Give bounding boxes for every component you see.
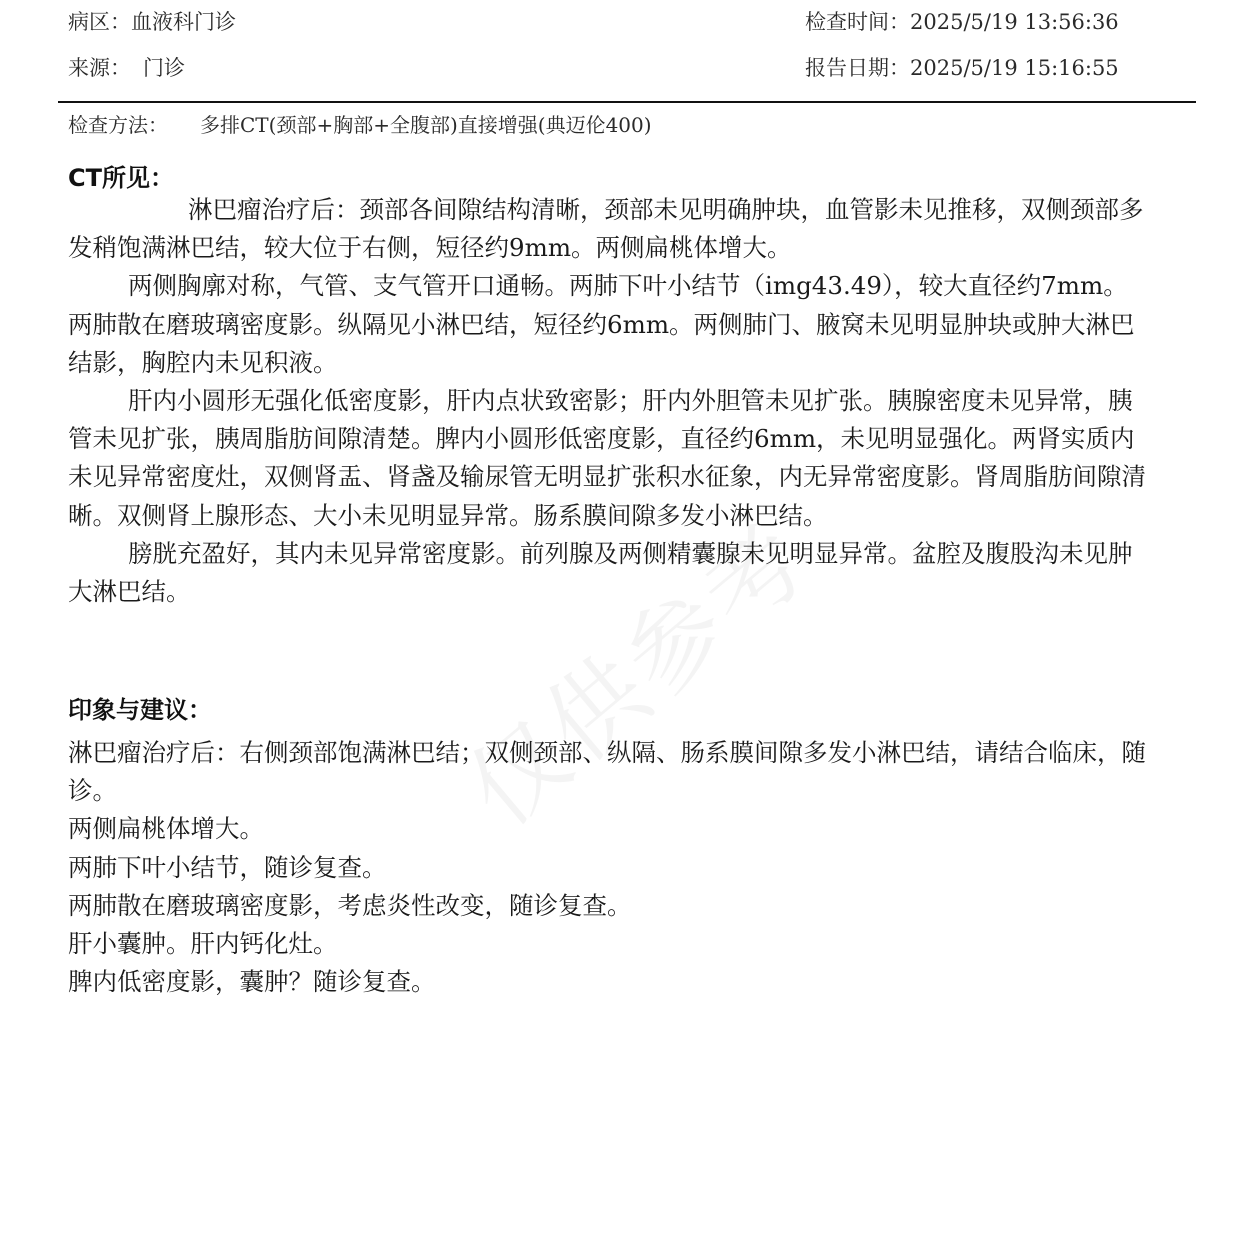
impression-line: 两肺散在磨玻璃密度影，考虑炎性改变，随诊复查。 — [68, 890, 632, 920]
impression-line: 肝小囊肿。肝内钙化灶。 — [68, 929, 338, 959]
exam-time-value: 2025/5/19 13:56:36 — [910, 10, 1119, 34]
findings-paragraph-abdomen: 肝内小圆形无强化低密度影，肝内点状致密影；肝内外胆管未见扩张。胰腺密度未见异常，胰管未见扩张，胰周脂肪间隙清楚。脾内小圆形低密度影，直径约6mm，未见明显强化。两肾实质内未见异常密度灶，双侧肾盂、肾盏及输尿管无明显扩张积水征象，内无异常密度影。肾周脂肪间隙清晰。双侧肾上腺形态、大小未见明显异常。肠系膜间隙多发小淋巴结。 — [68, 386, 1146, 530]
exam-method — [68, 108, 652, 138]
impression-line: 两肺下叶小结节，随诊复查。 — [68, 852, 387, 882]
impression-line: 淋巴瘤治疗后：右侧颈部饱满淋巴结；双侧颈部、纵隔、肠系膜间隙多发小淋巴结，请结合临床，随诊。 — [68, 738, 1146, 806]
findings-paragraph-pelvis: 膀胱充盈好，其内未见异常密度影。前列腺及两侧精囊腺未见明显异常。盆腔及腹股沟未见肿大淋巴结。 — [68, 538, 1133, 607]
meta-row-ward — [68, 6, 1130, 36]
findings-body — [68, 191, 1148, 611]
ward-label: 病区： — [68, 10, 131, 34]
impression-body — [68, 734, 1148, 1001]
report-date-value: 2025/5/19 15:16:55 — [910, 56, 1119, 80]
header-divider — [58, 101, 1196, 103]
report-date-label: 报告日期： — [805, 56, 910, 80]
source-field — [68, 52, 185, 82]
exam-time-field — [805, 6, 1130, 36]
impression-line: 脾内低密度影，囊肿？随诊复查。 — [68, 967, 436, 997]
findings-paragraph-neck: 淋巴瘤治疗后：颈部各间隙结构清晰，颈部未见明确肿块，血管影未见推移，双侧颈部多发稍饱满淋巴结，较大位于右侧，短径约9mm。两侧扁桃体增大。 — [68, 195, 1144, 263]
meta-row-source — [68, 52, 1130, 82]
findings-title: CT所见： — [68, 164, 174, 192]
impression-title: 印象与建议： — [68, 696, 212, 724]
findings-paragraph-chest: 两侧胸廓对称，气管、支气管开口通畅。两肺下叶小结节（img43.49），较大直径约7mm。两肺散在磨玻璃密度影。纵隔见小淋巴结，短径约6mm。两侧肺门、腋窝未见明显肿块或肿大淋巴结影，胸腔内未见积液。 — [68, 271, 1135, 377]
ward-field — [68, 6, 236, 36]
exam-method-value: 多排CT(颈部+胸部+全腹部)直接增强(典迈伦400) — [200, 112, 652, 137]
ward-value: 血液科门诊 — [131, 10, 236, 34]
source-value: 门诊 — [143, 56, 185, 80]
source-label: 来源： — [68, 56, 131, 80]
impression-line: 两侧扁桃体增大。 — [68, 814, 264, 844]
exam-method-label: 检查方法： — [68, 112, 168, 137]
exam-time-label: 检查时间： — [805, 10, 910, 34]
report-date-field — [805, 52, 1130, 82]
